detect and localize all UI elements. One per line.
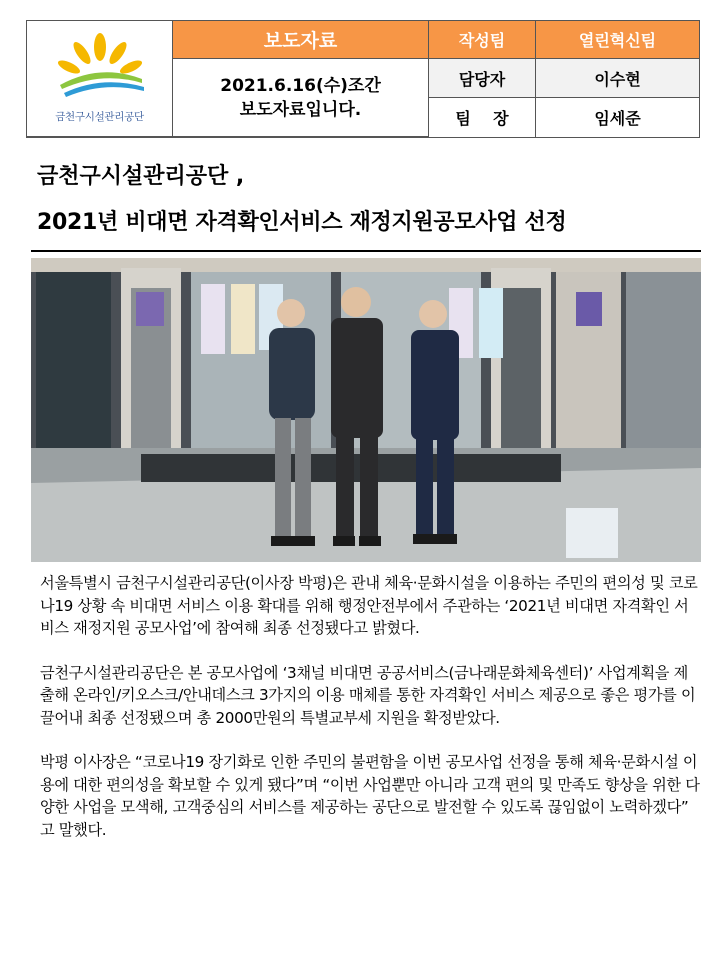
release-label: 보도자료 — [173, 21, 429, 59]
title-line-1: 금천구시설관리공단 , — [37, 164, 245, 189]
organization-logo-cell — [27, 21, 173, 137]
logo-text: 금천구시설관리공단 — [55, 111, 144, 123]
paragraph-2: 금천구시설관리공단은 본 공모사업에 ‘3채널 비대면 공공서비스(금나래문화체육센터)’ 사업계획을 제출해 온라인/키오스크/안내데스크 3가지의 이용 매체를 통한 자격확인 서비스 제공으로 좋은 평가를 이끌어내 최종 선정됐으며 총 2000만원의 특별교부세 지원을 확정받았다. — [40, 663, 696, 727]
contact-label: 담당자 — [429, 59, 536, 98]
article-title — [37, 160, 697, 240]
team-label: 작성팀 — [429, 21, 536, 59]
team-value: 열린혁신팀 — [536, 21, 699, 59]
sun-logo-icon — [52, 33, 148, 103]
leader-label: 팀 장 — [429, 98, 536, 137]
title-line-2: 2021년 비대면 자격확인서비스 재정지원공모사업 선정 — [37, 210, 567, 235]
leader-value: 임세준 — [594, 109, 641, 128]
title-divider — [31, 250, 701, 252]
paragraph-1: 서울특별시 금천구시설관리공단(이사장 박평)은 관내 체육·문화시설을 이용하는 주민의 편의성 및 코로나19 상황 속 비대면 서비스 이용 확대를 위해 행정안전부에서 주관하는 ‘2021년 비대면 자격확인 서비스 재정지원 공모사업’에 참여해 최종 선정됐다고 밝혔다. — [40, 574, 698, 637]
press-photo — [31, 258, 701, 562]
contact-value: 이수현 — [536, 59, 699, 98]
release-date-cell — [173, 59, 429, 137]
article-body — [40, 572, 700, 863]
release-date: 2021.6.16(수)조간 — [220, 75, 381, 96]
release-note: 보도자료입니다. — [239, 99, 362, 120]
paragraph-3: 박평 이사장은 “코로나19 장기화로 인한 주민의 불편함을 이번 공모사업 선정을 통해 체육·문화시설 이용에 대한 편의성을 확보할 수 있게 됐다”며 “이번 사업뿐만 아니라 고객 편의 및 만족도 향상을 위한 다양한 사업을 모색해, 고객중심의 서비스를 제공하는 공단으로 발전할 수 있도록 끊임없이 노력하겠다” 고 말했다. — [40, 753, 700, 839]
press-release-header — [26, 20, 700, 138]
